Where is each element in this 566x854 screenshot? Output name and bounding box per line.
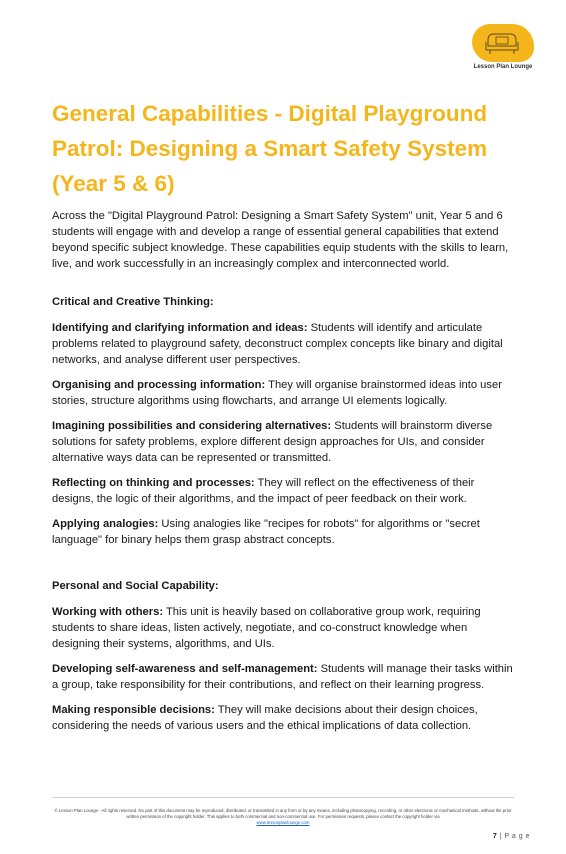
capability-item bbox=[52, 516, 514, 548]
capability-text: They will reflect on the effectiveness of their designs, the logic of their algorithms, and the impact of peer feedback on their work. bbox=[52, 477, 475, 505]
capability-label: Working with others: bbox=[52, 606, 164, 618]
capability-label: Reflecting on thinking and processes: bbox=[52, 477, 255, 489]
capability-label: Imagining possibilities and considering alternatives: bbox=[52, 420, 332, 432]
section-heading-critical-creative-thinking: Critical and Creative Thinking: bbox=[52, 296, 214, 308]
capability-text: Students will identify and articulate problems related to playground safety, deconstruct complex concepts like binary and digital networks, and analyse different user perspectives. bbox=[52, 322, 503, 366]
copyright-footer bbox=[52, 808, 514, 826]
logo-sofa-drawing-icon bbox=[484, 30, 520, 56]
capability-item bbox=[52, 604, 514, 652]
capability-text: Students will manage their tasks within a group, take responsibility for their contributions, and reflect on their learning progress. bbox=[52, 663, 513, 691]
capability-text: They will make decisions about their design choices, considering the needs of various users and the ethical implications of data collection. bbox=[52, 704, 478, 732]
capability-label: Identifying and clarifying information and ideas: bbox=[52, 322, 308, 334]
capability-item bbox=[52, 320, 514, 368]
copyright-text: © Lesson Plan Lounge - All rights reserved. No part of this document may be reproduced, distributed, or transmitted in any form or by any means, including photocopying, recording, or other electronic or mechanical methods, without the prior written permission of the copyright holder. This applies to both commercial and non-commercial use. For permission requests, please contact the copyright holder via bbox=[54, 808, 512, 819]
capability-item bbox=[52, 418, 514, 466]
section-heading-personal-social-capability: Personal and Social Capability: bbox=[52, 580, 219, 592]
footer-divider bbox=[52, 797, 514, 798]
lesson-plan-lounge-logo bbox=[470, 24, 536, 72]
page-number bbox=[493, 833, 530, 840]
capability-item bbox=[52, 661, 514, 693]
capability-text: They will organise brainstormed ideas into user stories, structure algorithms using flowcharts, and arrange UI elements logically. bbox=[52, 379, 502, 407]
page-label: | P a g e bbox=[497, 833, 530, 840]
logo-text: Lesson Plan Lounge bbox=[473, 64, 533, 70]
capability-label: Organising and processing information: bbox=[52, 379, 266, 391]
capability-text: Using analogies like "recipes for robots" for algorithms or "secret language" for binary helps them grasp abstract concepts. bbox=[52, 518, 480, 546]
capability-item bbox=[52, 475, 514, 507]
capability-label: Making responsible decisions: bbox=[52, 704, 215, 716]
page-number-value: 7 bbox=[492, 833, 498, 840]
capability-label: Developing self-awareness and self-management: bbox=[52, 663, 318, 675]
website-link[interactable]: www.lessonplanlounge.com bbox=[256, 820, 310, 825]
capability-text: This unit is heavily based on collaborative group work, requiring students to share ideas, listen actively, negotiate, and co-construct knowledge when designing their systems, algorithms, and UIs. bbox=[52, 606, 481, 650]
capability-item bbox=[52, 702, 514, 734]
page-title: General Capabilities - Digital Playground Patrol: Designing a Smart Safety System (Year 5 & 6) bbox=[52, 101, 488, 196]
intro-paragraph: Across the "Digital Playground Patrol: Designing a Smart Safety System" unit, Year 5 and 6 students will engage with and develop a range of essential general capabilities that extend beyond specific subject knowledge. These capabilities equip students with the skills to learn, live, and work successfully in an increasingly complex and interconnected world. bbox=[52, 210, 509, 270]
capability-item bbox=[52, 377, 514, 409]
capability-label: Applying analogies: bbox=[52, 518, 159, 530]
document-body bbox=[52, 208, 514, 743]
capability-text: Students will brainstorm diverse solutions for safety problems, explore different design approaches for UIs, and consider alternative ways data can be represented or transmitted. bbox=[52, 420, 493, 464]
